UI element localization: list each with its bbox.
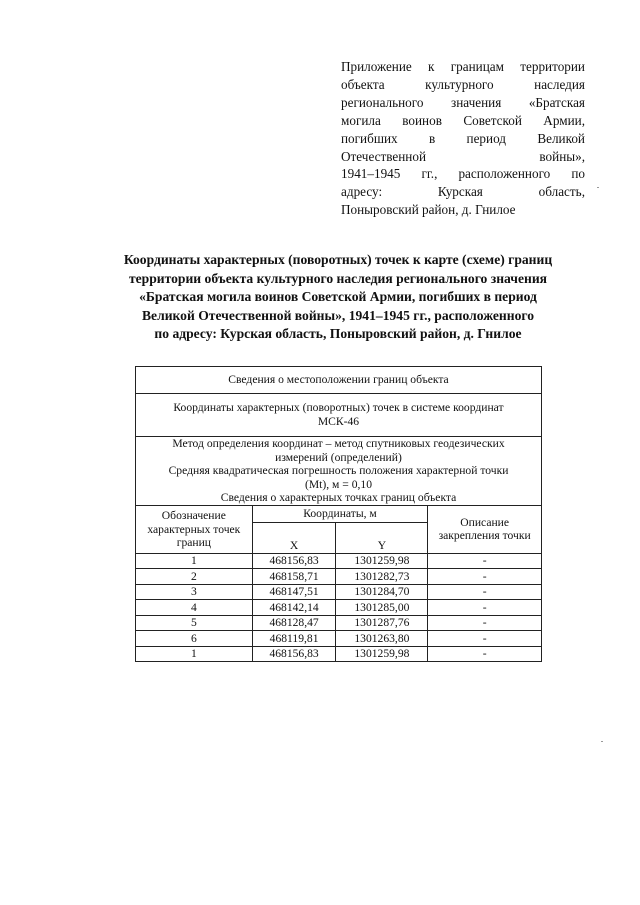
section-coordinates-line: Координаты характерных (поворотных) точек в системе координат [173,401,504,415]
method-line: Метод определения координат – метод спутниковых геодезических [172,437,505,450]
appendix-line: погибших в период Великой [341,130,585,146]
y-cell: 1301263,80 [336,631,428,647]
header-description: Описание закрепления точки [428,505,542,553]
desc-cell: - [428,569,542,585]
section-coordinates-line: МСК-46 [317,415,360,428]
method-line: Сведения о характерных точках границ объекта [220,491,457,505]
point-cell: 5 [136,615,253,631]
x-cell: 468147,51 [252,584,336,600]
table-header-row [136,505,542,522]
y-cell: 1301287,76 [336,615,428,631]
y-cell: 1301285,00 [336,600,428,616]
section-location-cell: Сведения о местоположении границ объекта [136,367,542,394]
x-cell: 468158,71 [252,569,336,585]
desc-cell: - [428,553,542,569]
title-line: Координаты характерных (поворотных) точек к карте (схеме) границ [123,252,553,267]
y-cell: 1301284,70 [336,584,428,600]
header-y: Y [336,522,428,553]
header-designation: Обозначение характерных точек границ [136,505,253,553]
appendix-line: адресу: Курская область, [341,184,585,200]
table-row [136,615,542,631]
appendix-line: регионального значения «Братская [341,94,585,110]
table-row [136,646,542,662]
table-row [136,631,542,647]
method-line: Средняя квадратическая погрешность положения характерной точки [168,464,509,478]
desc-cell: - [428,631,542,647]
x-cell: 468119,81 [252,631,336,647]
appendix-line: 1941–1945 гг., расположенного по [341,166,585,182]
appendix-line: могила воинов Советской Армии, [341,112,585,128]
scan-speck [597,187,599,188]
table-section-method [136,437,542,506]
point-cell: 1 [136,553,253,569]
title-line: по адресу: Курская область, Поныровский район, д. Гнилое [154,326,522,342]
header-coordinates: Координаты, м [252,505,428,522]
x-cell: 468156,83 [252,553,336,569]
desc-cell: - [428,646,542,662]
y-cell: 1301259,98 [336,646,428,662]
x-cell: 468156,83 [252,646,336,662]
x-cell: 468142,14 [252,600,336,616]
point-cell: 4 [136,600,253,616]
appendix-line: Приложение к границам территории [341,59,585,74]
appendix-line: Поныровский район, д. Гнилое [341,202,516,218]
header-x: X [252,522,336,553]
table-section-coordinates [136,394,542,437]
y-cell: 1301259,98 [336,553,428,569]
y-cell: 1301282,73 [336,569,428,585]
coordinates-table [135,366,542,662]
point-cell: 6 [136,631,253,647]
desc-cell: - [428,615,542,631]
table-section-location [136,367,542,394]
x-cell: 468128,47 [252,615,336,631]
desc-cell: - [428,600,542,616]
title-line: территории объекта культурного наследия регионального значения [128,270,548,286]
scan-speck [601,741,603,742]
document-title [88,251,588,344]
table-row [136,584,542,600]
table-row [136,553,542,569]
appendix-note [341,58,585,219]
point-cell: 3 [136,584,253,600]
table-row [136,569,542,585]
table-row [136,600,542,616]
method-line: измерений (определений) [275,450,402,464]
point-cell: 1 [136,646,253,662]
desc-cell: - [428,584,542,600]
section-method-cell [136,437,542,506]
title-line: Великой Отечественной войны», 1941–1945 гг., расположенного [141,307,535,323]
section-coordinates-cell [136,394,542,437]
method-line: (Mt), м = 0,10 [304,477,372,491]
appendix-line: объекта культурного наследия [341,76,585,92]
appendix-line: Отечественной войны», [341,148,585,164]
title-line: «Братская могила воинов Советской Армии, погибших в период [139,289,537,305]
point-cell: 2 [136,569,253,585]
